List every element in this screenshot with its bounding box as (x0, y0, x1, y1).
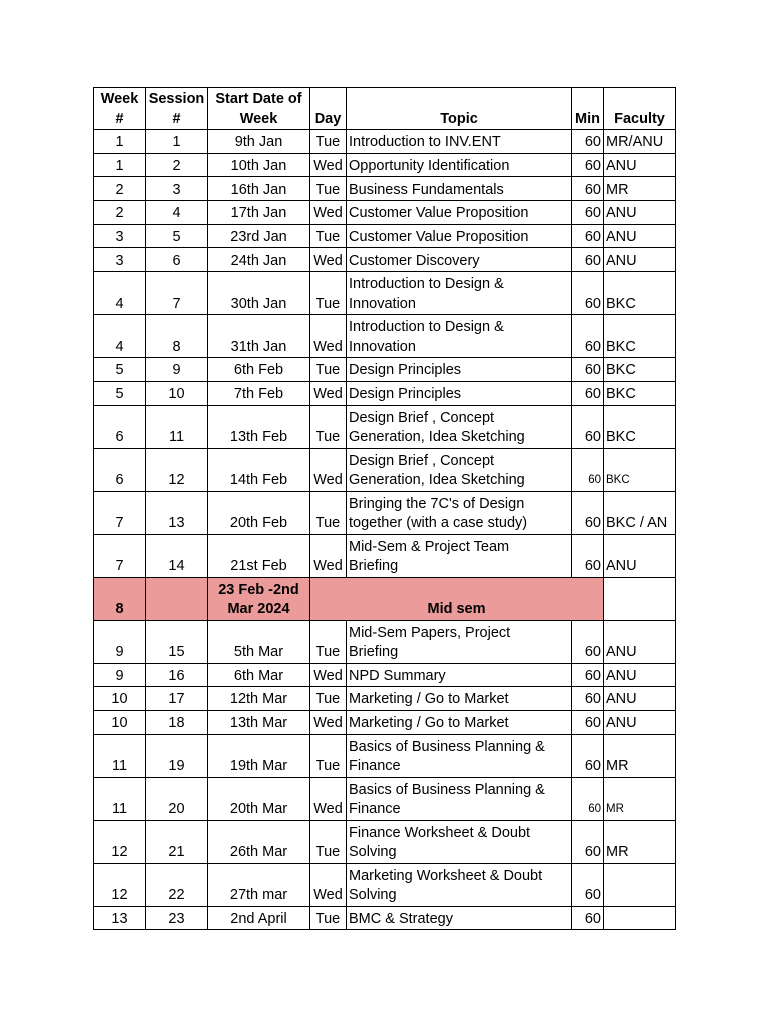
topic-line-1: Customer Discovery (349, 252, 480, 269)
table-row (94, 358, 676, 382)
faculty-cell: ANU (604, 687, 676, 711)
min-cell: 60 (572, 820, 604, 863)
table-row (94, 777, 676, 820)
table-row (94, 224, 676, 248)
topic-line-2: together (with a case study) (349, 515, 528, 531)
midsem-date-line-1: 23 Feb -2nd (218, 581, 299, 598)
topic-line-2: Innovation (349, 338, 416, 355)
week-cell: 11 (94, 734, 146, 777)
table-row (94, 687, 676, 711)
date-cell: 12th Mar (208, 687, 310, 711)
header-start-date: Start Date of Week (208, 88, 310, 130)
week-cell: 5 (94, 358, 146, 382)
topic-line-1: Marketing / Go to Market (349, 715, 509, 732)
min-cell: 60 (572, 620, 604, 663)
day-cell: Wed (310, 663, 347, 687)
topic-line-1: Customer Value Proposition (349, 205, 529, 222)
date-cell: 23rd Jan (208, 224, 310, 248)
topic-line-1: Introduction to Design & (349, 276, 504, 293)
faculty-cell (604, 863, 676, 906)
topic-cell (347, 734, 572, 777)
date-cell: 24th Jan (208, 248, 310, 272)
day-cell: Tue (310, 177, 347, 201)
topic-line-1: Mid-Sem Papers, Project (349, 624, 511, 641)
faculty-cell: BKC (604, 448, 676, 491)
session-cell: 6 (146, 248, 208, 272)
session-cell: 9 (146, 358, 208, 382)
session-cell: 11 (146, 405, 208, 448)
week-cell: 3 (94, 248, 146, 272)
week-cell: 13 (94, 906, 146, 930)
min-cell: 60 (572, 201, 604, 225)
topic-line-1: Finance Worksheet & Doubt (349, 824, 531, 841)
header-week: Week # (94, 88, 146, 130)
session-cell: 16 (146, 663, 208, 687)
session-cell: 13 (146, 491, 208, 534)
day-cell: Wed (310, 248, 347, 272)
table-row (94, 201, 676, 225)
week-cell: 2 (94, 177, 146, 201)
topic-line-1: Marketing / Go to Market (349, 691, 509, 708)
session-cell: 14 (146, 534, 208, 577)
faculty-cell: ANU (604, 534, 676, 577)
faculty-cell: BKC / AN (604, 491, 676, 534)
min-cell: 60 (572, 405, 604, 448)
table-row (94, 820, 676, 863)
min-cell: 60 (572, 448, 604, 491)
faculty-cell (604, 906, 676, 930)
midsem-date-cell (208, 577, 310, 620)
topic-cell (347, 687, 572, 711)
min-cell: 60 (572, 358, 604, 382)
min-cell: 60 (572, 906, 604, 930)
topic-line-2: Solving (349, 844, 397, 861)
day-cell: Tue (310, 820, 347, 863)
topic-cell (347, 906, 572, 930)
day-cell: Tue (310, 491, 347, 534)
week-cell: 3 (94, 224, 146, 248)
header-faculty: Faculty (604, 88, 676, 130)
topic-line-2: Solving (349, 887, 397, 904)
faculty-cell: ANU (604, 710, 676, 734)
day-cell: Tue (310, 405, 347, 448)
topic-line-1: Design Brief , Concept (349, 409, 495, 426)
table-row (94, 710, 676, 734)
topic-cell (347, 130, 572, 154)
faculty-cell: ANU (604, 620, 676, 663)
topic-line-1: Design Principles (349, 386, 462, 402)
week-cell: 5 (94, 381, 146, 405)
topic-line-1: Mid-Sem & Project Team (349, 538, 510, 555)
date-cell: 21st Feb (208, 534, 310, 577)
topic-cell (347, 224, 572, 248)
faculty-cell: ANU (604, 248, 676, 272)
date-cell: 26th Mar (208, 820, 310, 863)
faculty-cell: MR (604, 177, 676, 201)
midsem-faculty-cell (604, 577, 676, 620)
table-row (94, 534, 676, 577)
date-cell: 14th Feb (208, 448, 310, 491)
topic-line-1: Opportunity Identification (349, 157, 510, 174)
topic-line-2: Finance (349, 801, 401, 818)
midsem-week-cell: 8 (94, 577, 146, 620)
topic-cell (347, 358, 572, 382)
midsem-label-cell: Mid sem (310, 577, 604, 620)
faculty-cell: BKC (604, 272, 676, 315)
week-cell: 11 (94, 777, 146, 820)
table-row (94, 620, 676, 663)
min-cell: 60 (572, 130, 604, 154)
min-cell: 60 (572, 315, 604, 358)
topic-cell (347, 863, 572, 906)
table-row (94, 381, 676, 405)
header-row (94, 88, 676, 130)
table-row (94, 405, 676, 448)
topic-cell (347, 777, 572, 820)
day-cell: Tue (310, 358, 347, 382)
topic-cell (347, 153, 572, 177)
date-cell: 2nd April (208, 906, 310, 930)
session-cell: 4 (146, 201, 208, 225)
topic-cell (347, 248, 572, 272)
date-cell: 7th Feb (208, 381, 310, 405)
table-row (94, 177, 676, 201)
day-cell: Tue (310, 620, 347, 663)
topic-line-2: Finance (349, 758, 401, 775)
table-row (94, 863, 676, 906)
min-cell: 60 (572, 491, 604, 534)
min-cell: 60 (572, 687, 604, 711)
table-row (94, 153, 676, 177)
day-cell: Tue (310, 130, 347, 154)
day-cell: Wed (310, 201, 347, 225)
header-session: Session # (146, 88, 208, 130)
faculty-cell: ANU (604, 153, 676, 177)
faculty-cell: BKC (604, 358, 676, 382)
topic-line-1: Introduction to INV.ENT (349, 134, 501, 151)
min-cell: 60 (572, 534, 604, 577)
week-cell: 7 (94, 491, 146, 534)
topic-cell (347, 315, 572, 358)
week-cell: 10 (94, 687, 146, 711)
topic-cell (347, 491, 572, 534)
date-cell: 20th Mar (208, 777, 310, 820)
week-cell: 4 (94, 272, 146, 315)
week-cell: 9 (94, 663, 146, 687)
topic-cell (347, 272, 572, 315)
min-cell: 60 (572, 248, 604, 272)
table-row (94, 491, 676, 534)
topic-line-1: Bringing the 7C's of Design (349, 495, 525, 512)
topic-line-1: NPD Summary (349, 667, 446, 684)
topic-line-1: Customer Value Proposition (349, 228, 529, 245)
header-day: Day (310, 88, 347, 130)
date-cell: 16th Jan (208, 177, 310, 201)
day-cell: Tue (310, 272, 347, 315)
week-cell: 1 (94, 130, 146, 154)
topic-cell (347, 177, 572, 201)
session-cell: 12 (146, 448, 208, 491)
faculty-cell: MR/ANU (604, 130, 676, 154)
faculty-cell: BKC (604, 381, 676, 405)
day-cell: Wed (310, 534, 347, 577)
day-cell: Wed (310, 448, 347, 491)
day-cell: Wed (310, 315, 347, 358)
topic-line-1: Introduction to Design & (349, 319, 504, 336)
day-cell: Tue (310, 734, 347, 777)
topic-line-1: Design Principles (349, 362, 462, 379)
session-cell: 23 (146, 906, 208, 930)
min-cell: 60 (572, 710, 604, 734)
topic-line-2: Briefing (349, 558, 399, 574)
date-cell: 30th Jan (208, 272, 310, 315)
session-cell: 21 (146, 820, 208, 863)
min-cell: 60 (572, 177, 604, 201)
min-cell: 60 (572, 224, 604, 248)
topic-cell (347, 710, 572, 734)
faculty-cell: ANU (604, 224, 676, 248)
date-cell: 9th Jan (208, 130, 310, 154)
day-cell: Tue (310, 906, 347, 930)
topic-line-1: Design Brief , Concept (349, 452, 495, 469)
week-cell: 4 (94, 315, 146, 358)
session-cell: 18 (146, 710, 208, 734)
faculty-cell: ANU (604, 201, 676, 225)
min-cell: 60 (572, 272, 604, 315)
table-row (94, 663, 676, 687)
table-row (94, 248, 676, 272)
topic-cell (347, 820, 572, 863)
min-cell: 60 (572, 663, 604, 687)
session-cell: 2 (146, 153, 208, 177)
date-cell: 6th Mar (208, 663, 310, 687)
week-cell: 7 (94, 534, 146, 577)
topic-line-2: Briefing (349, 644, 399, 660)
day-cell: Wed (310, 863, 347, 906)
min-cell: 60 (572, 153, 604, 177)
min-cell: 60 (572, 863, 604, 906)
midsem-row (94, 577, 676, 620)
session-cell: 5 (146, 224, 208, 248)
date-cell: 13th Feb (208, 405, 310, 448)
topic-line-1: BMC & Strategy (349, 910, 453, 927)
faculty-cell: MR (604, 777, 676, 820)
schedule-body (94, 130, 676, 930)
topic-cell (347, 534, 572, 577)
topic-line-1: Marketing Worksheet & Doubt (349, 867, 543, 884)
week-cell: 6 (94, 405, 146, 448)
session-cell: 8 (146, 315, 208, 358)
topic-cell (347, 620, 572, 663)
session-cell: 10 (146, 381, 208, 405)
week-cell: 12 (94, 863, 146, 906)
date-cell: 19th Mar (208, 734, 310, 777)
faculty-cell: BKC (604, 405, 676, 448)
day-cell: Wed (310, 381, 347, 405)
week-cell: 10 (94, 710, 146, 734)
session-cell: 15 (146, 620, 208, 663)
day-cell: Wed (310, 710, 347, 734)
date-cell: 27th mar (208, 863, 310, 906)
table-row (94, 734, 676, 777)
topic-cell (347, 201, 572, 225)
week-cell: 2 (94, 201, 146, 225)
week-cell: 1 (94, 153, 146, 177)
topic-line-2: Innovation (349, 295, 416, 312)
table-row (94, 448, 676, 491)
midsem-session-cell (146, 577, 208, 620)
topic-line-1: Business Fundamentals (349, 181, 504, 198)
session-cell: 7 (146, 272, 208, 315)
table-row (94, 906, 676, 930)
week-cell: 12 (94, 820, 146, 863)
faculty-cell: ANU (604, 663, 676, 687)
day-cell: Wed (310, 153, 347, 177)
date-cell: 17th Jan (208, 201, 310, 225)
schedule-table (93, 87, 676, 930)
date-cell: 5th Mar (208, 620, 310, 663)
day-cell: Wed (310, 777, 347, 820)
header-min: Min (572, 88, 604, 130)
session-cell: 20 (146, 777, 208, 820)
date-cell: 6th Feb (208, 358, 310, 382)
day-cell: Tue (310, 224, 347, 248)
topic-cell (347, 381, 572, 405)
topic-line-1: Basics of Business Planning & (349, 781, 545, 798)
session-cell: 3 (146, 177, 208, 201)
day-cell: Tue (310, 687, 347, 711)
date-cell: 10th Jan (208, 153, 310, 177)
session-cell: 17 (146, 687, 208, 711)
topic-cell (347, 405, 572, 448)
session-cell: 1 (146, 130, 208, 154)
table-row (94, 315, 676, 358)
table-row (94, 272, 676, 315)
topic-line-1: Basics of Business Planning & (349, 738, 545, 755)
faculty-cell: MR (604, 820, 676, 863)
min-cell: 60 (572, 381, 604, 405)
table-row (94, 130, 676, 154)
date-cell: 31th Jan (208, 315, 310, 358)
topic-line-2: Generation, Idea Sketching (349, 472, 525, 488)
topic-line-2: Generation, Idea Sketching (349, 429, 525, 445)
faculty-cell: BKC (604, 315, 676, 358)
header-topic: Topic (347, 88, 572, 130)
week-cell: 6 (94, 448, 146, 491)
week-cell: 9 (94, 620, 146, 663)
min-cell: 60 (572, 734, 604, 777)
faculty-cell: MR (604, 734, 676, 777)
topic-cell (347, 448, 572, 491)
session-cell: 22 (146, 863, 208, 906)
session-cell: 19 (146, 734, 208, 777)
date-cell: 20th Feb (208, 491, 310, 534)
topic-cell (347, 663, 572, 687)
date-cell: 13th Mar (208, 710, 310, 734)
min-cell: 60 (572, 777, 604, 820)
midsem-date-line-2: Mar 2024 (227, 601, 290, 617)
